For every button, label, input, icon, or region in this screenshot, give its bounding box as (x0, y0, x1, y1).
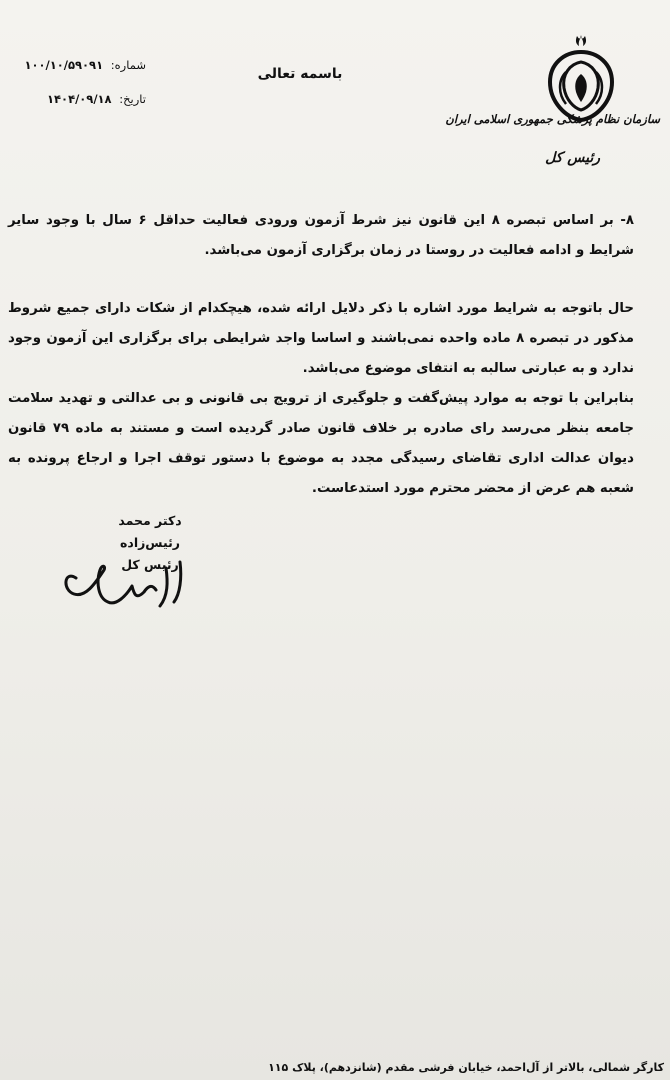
organization-title: رئیس کل (545, 150, 600, 166)
letter-number-value: ۱۰۰/۱۰/۵۹۰۹۱ (24, 58, 104, 72)
letter-body (8, 206, 634, 504)
letter-date-value: ۱۴۰۴/۰۹/۱۸ (47, 92, 112, 106)
basmala: باسمه تعالی (257, 66, 343, 82)
paragraph-conditions: حال باتوجه به شرایط مورد اشاره با ذکر دلایل ارائه شده، هیچکدام از شکات دارای جمیع شروط مذکور در تبصره ۸ ماده واحده نمی‌باشند و اساسا واجد شرایطی برای برگزاری این آزمون وجود ندارد و به عبارتی سالبه به انتفای موضوع می‌باشد. (8, 301, 634, 376)
footer-address-text: کارگر شمالی، بالاتر از آل‌احمد، خیابان فرشی مقدم (شانزدهم)، پلاک ۱۱۵ (268, 1061, 664, 1074)
handwritten-signature (56, 548, 206, 624)
organization-name: سازمان نظام پزشکی جمهوری اسلامی ایران (445, 112, 660, 126)
letter-number (18, 58, 146, 72)
footer-address (0, 1054, 670, 1080)
letter-date (18, 92, 146, 106)
paragraph-clause-8: ۸- بر اساس تبصره ۸ این قانون نیز شرط آزمون ورودی فعالیت حداقل ۶ سال با وجود سایر شرایط و ادامه فعالیت در روستا در زمان برگزاری آزمون می‌باشد. (8, 213, 634, 258)
signatory-title: رئیس کل (121, 557, 179, 572)
letter-date-label: تاریخ: (119, 92, 146, 106)
paragraph-request: بنابراین با توجه به موارد پیش‌گفت و جلوگیری از ترویج بی قانونی و بی عدالتی و تهدید سلامت جامعه بنظر می‌رسد رای صادره بر خلاف قانون صادر گردیده است و مستند به ماده ۷۹ قانون دیوان عدالت اداری تقاضای رسیدگی مجدد به موضوع با دستور توقف اجرا و ارجاع پرونده به شعبه هم عرض از محضر محترم مورد استدعاست. (8, 391, 635, 496)
letter-number-label: شماره: (110, 58, 146, 72)
signatory-name: دکتر محمد رئیس‌زاده (118, 513, 182, 550)
